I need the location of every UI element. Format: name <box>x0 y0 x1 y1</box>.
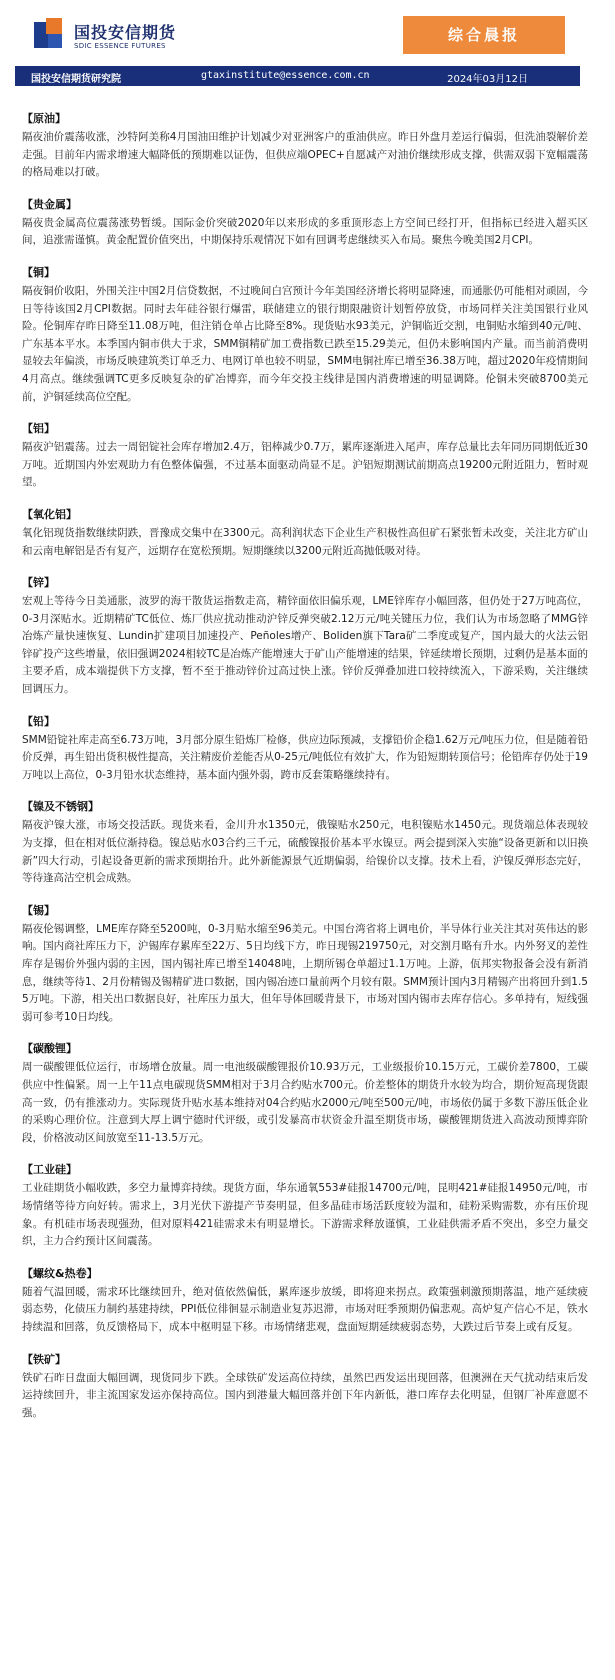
brand-name-en: SDIC ESSENCE FUTURES <box>74 42 166 50</box>
section-title: 【铅】 <box>22 714 55 728</box>
sdic-logo <box>34 18 70 52</box>
section-title: 【锌】 <box>22 576 55 590</box>
brand-name-cn: 国投安信期货 <box>74 23 177 42</box>
section-body: 隔夜贵金属高位震荡涨势暂缓。国际金价突破2020年以来形成的多重顶形态上方空间已经打开，但指标已经进入超买区间，追涨需谨慎。黄金配置价值突出，中期保持乐观情况下如有回调考虑继续买入布局。聚焦今晚美国2月CPI。 <box>22 216 588 247</box>
section-body: 隔夜油价震荡收涨，沙特阿美称4月国油田维护计划减少对亚洲客户的重油供应。昨日外盘月差运行偏弱，但洗油裂解价差走强。目前年内需求增速大幅降低的预期难以证伪，但供应端OPEC+自愿减产对油价继续形成支撑，供需双弱下宽幅震荡的格局难以打破。 <box>22 131 588 179</box>
section-zinc <box>22 574 588 699</box>
section-body: SMM铅锭社库走高至6.73万吨，3月部分原生铅炼厂检修，供应边际预减，支撑铅价企稳1.62万元/吨压力位，但是随着铅价反弹，再生铅出货积极性提高，关注精废价差能否从0-25元/吨低位有效扩大，作为铅短期转顶信号；伦铅库存仍处于19万吨以上高位，0-3月铅水状态维持，基本面内强外弱，跨市反套策略继续持有。 <box>22 733 588 781</box>
report-content <box>22 110 588 1678</box>
section-crude-oil <box>22 110 588 182</box>
section-body: 工业硅期货小幅收跌，多空力量博弈持续。现货方面，华东通氧553#硅报14700元/吨，昆明421#硅报14950元/吨，市场情绪等待方向好转。需求上，3月光伏下游提产节奏明显，但多晶硅市场活跃度较为温和，硅粉采购需数，亦有压价现象。有机硅市场表现强劲，但对原料421硅需求未有明显增长。下游需求释放谨慎，工业硅供需矛盾不突出，多空力量交织，主力合约预计区间震荡。 <box>22 1182 588 1248</box>
section-body: 随着气温回暖，需求环比继续回升，绝对值依然偏低，累库逐步放缓，即将迎来拐点。政策强刺激预期落温，地产延续疲弱态势，化债压力制约基建持续，PPI低位徘徊显示制造业复苏迟滞，市场对旺季预期仍偏悲观。高炉复产信心不足，铁水持续温和回落，负反馈格局下，成本中枢明显下移。市场情绪悲观，盘面短期延续疲弱态势，大跌过后节奏上或有反复。 <box>22 1285 588 1333</box>
report-date: 2024年03月12日 <box>447 74 528 85</box>
section-rebar-hrc <box>22 1265 588 1337</box>
report-header <box>0 0 615 66</box>
contact-email[interactable]: gtaxinstitute@essence.com.cn <box>201 70 370 81</box>
section-title: 【螺纹&热卷】 <box>22 1266 98 1280</box>
section-title: 【铜】 <box>22 265 55 279</box>
section-lead <box>22 713 588 785</box>
section-title: 【氧化铝】 <box>22 507 77 521</box>
section-body: 隔夜铜价收阳，外围关注中国2月信贷数据，不过晚间白宫预计今年美国经济增长将明显降速，而通胀仍可能相对顽固，今日等待该国2月CPI数据。同时去年硅谷银行爆雷，联储建立的银行期限融资计划暂停放贷，市场同样关注美国银行业风险。伦铜库存昨日降至11.08万吨，但注销仓单占比降至8%。现货贴水93美元，沪铜临近交割，电铜贴水缩到40元/吨、广东基本平水。本季国内铜市供大于求，SMM铜精矿加工费指数已跌至15.29美元，但仍未影响国内产量。而当前消费明显较去年偏淡，市场反映建筑类订单乏力、电网订单也较不明显，SMM电铜社库已增至36.38万吨，超过2020年疫情期间4月高点。继续强调TC更多反映复杂的矿冶博弈，而今年交投主线律是国内消费增速的明显调降。伦铜未突破8700美元前，沪铜延续高位空配。 <box>22 284 588 403</box>
section-body: 铁矿石昨日盘面大幅回调，现货同步下跌。全球铁矿发运高位持续，虽然巴西发运出现回落，但澳洲在天气扰动结束后发运持续回升，非主流国家发运亦保持高位。国内到港量大幅回落并创下年内新低，港口库存去化明显，但钢厂补库意愿不强。 <box>22 1371 588 1419</box>
section-tin <box>22 902 588 1027</box>
section-title: 【铝】 <box>22 422 55 436</box>
section-body: 宏观上等待今日美通胀，波罗的海干散货运指数走高，精锌面依旧偏乐观，LME锌库存小幅回落，但仍处于27万吨高位，0-3月深贴水。近期精矿TC低位、炼厂供应扰动推动沪锌反弹突破2.12万元/吨关键压力位，我们认为市场忽略了MMG锌冶炼产量快速恢复、Lundin扩建项目加速投产、Peñoles增产、Boliden旗下Tara矿二季度或复产，国内最大的火法云铝锌矿投产这些增量，依旧强调2024相较TC是冶炼产能增速大于矿山产能增速的结果，锌延续增长预期，过剩仍是基本面的主要矛盾，成本端提供下方支撑，暂不至于推动锌价过高过快上涨。锌价反弹叠加进口较持续流入，下游采购，关注继续回调压力。 <box>22 595 588 696</box>
section-body: 隔夜伦锡调整，LME库存降至5200吨，0-3月贴水缩至96美元。中国台湾省将上调电价，半导体行业关注其对英伟达的影响。国内商社库压力下，沪锡库存累库至22万、5日均线下方，昨日现锡219750元，对交割月略有升水。内外努叉的差性库存是锡价外强内弱的主因，国内锡社库已增至14048吨，上期所锡仓单超过1.1万吨。上游，佤邦实物报备会没有新消息，继续等待1、2月份精锡及锡精矿进口数据，国内锡冶迹口量前两个月较有限。SMM预计国内3月精锡产出将回升到1.55万吨。下游，相关出口数据良好，社库压力虽大，但年导体回暖背景下，市场对国内锡市去库存信心。多单持有，短线强弱可参考10日均线。 <box>22 922 588 1023</box>
section-title: 【镍及不锈钢】 <box>22 800 99 814</box>
section-aluminum <box>22 420 588 492</box>
section-title: 【碳酸锂】 <box>22 1042 77 1056</box>
report-type-badge: 综合晨报 <box>403 16 565 54</box>
section-nickel-stainless <box>22 798 588 887</box>
section-body: 隔夜沪铝震荡。过去一周铝锭社会库存增加2.4万，铝棒减少0.7万，累库逐渐进入尾声，库存总量比去年同历同期低近30万吨。近期国内外宏观助力有色整体偏强，不过基本面驱动尚显不足。沪铝短期测试前期高点19200元附近阻力，暂时观望。 <box>22 441 588 489</box>
section-alumina <box>22 506 588 560</box>
section-body: 隔夜沪镍大涨，市场交投活跃。现货来看，金川升水1350元，俄镍贴水250元，电积镍贴水1450元。现货端总体表现较为支撑，但在相对低位渐持稳。镍总贴水03合约三千元，硫酸镍报价基本平水镍豆。两会提到深入实施“设备更新和以旧换新”四大行动，引起设备更新的需求预期抬升。此外新能源景气近期偏弱，给镍价以支撑。技术上看，沪镍反弹形态完好，等待逢高沽空机会成熟。 <box>22 819 588 885</box>
section-title: 【工业硅】 <box>22 1163 77 1177</box>
section-iron-ore <box>22 1351 588 1423</box>
section-body: 周一碳酸锂低位运行，市场增仓放量。周一电池级碳酸锂报价10.93万元，工业级报价10.15万元，工碳价差7800，工碳供应中性偏紧。周一上午11点电碳现货SMM相对于3月合约贴水700元。价差整体的期货升水较为均合，期价短高现货跟高一致，仍有推涨动力。实际现货升贴水基本维持对04合约贴水2000元/吨至500元/吨，市场依仍属于多数下游压低企业的采购心理价位。注意到大厚上调宁德时代评级，或引发暴高市状资金升温至期货市场，碳酸锂期货进入高波动预博弈阶段，价格波动区间放宽至11-13.5万元。 <box>22 1061 588 1144</box>
institute-name: 国投安信期货研究院 <box>31 74 121 85</box>
section-title: 【铁矿】 <box>22 1352 66 1366</box>
section-title: 【原油】 <box>22 112 66 125</box>
section-lithium-carbonate <box>22 1040 588 1147</box>
section-body: 氧化铝现货指数继续阴跌，晋豫成交集中在3300元。高利润状态下企业生产积极性高但矿石紧张暂未改变，关注北方矿山和云南电解铝是否有复产，远期存在宽松预期。短期继续以3200元附近高抛低吸对待。 <box>22 526 588 557</box>
section-precious-metals <box>22 196 588 250</box>
info-bar <box>15 66 580 86</box>
section-title: 【贵金属】 <box>22 197 77 211</box>
section-copper <box>22 264 588 406</box>
section-industrial-silicon <box>22 1161 588 1250</box>
section-title: 【锡】 <box>22 903 55 917</box>
